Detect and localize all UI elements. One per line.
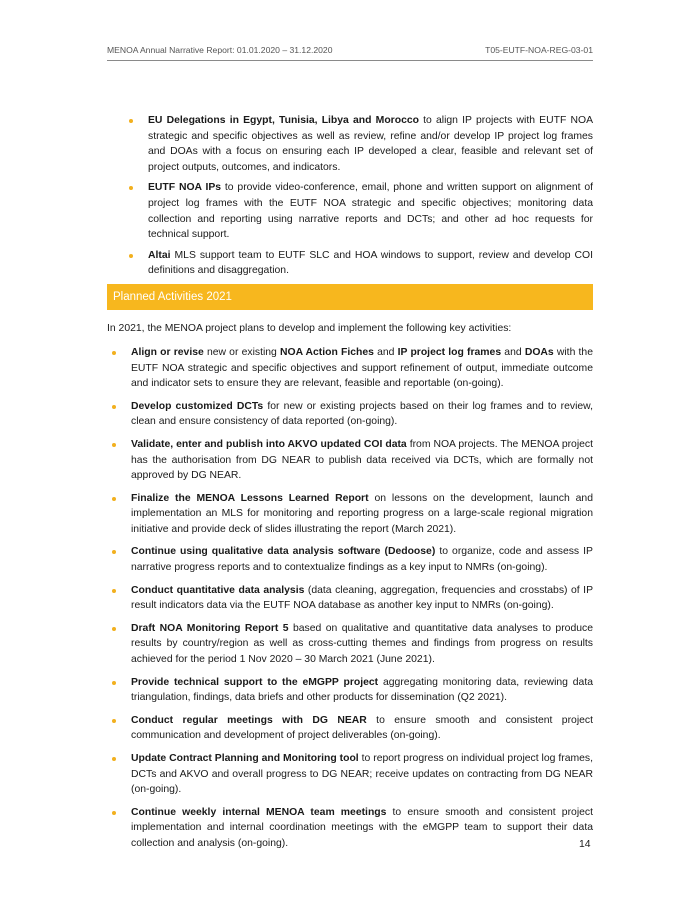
list-item: [107, 399, 593, 430]
item-text: to provide video-conference, email, phone and written support on alignment of project log frames with the EUTF NOA strategic and specific objectives; monitoring data collection and reporting using narrative reports and DCTs; and other ad hoc requests for technical support.: [148, 182, 594, 241]
item-bold: Conduct quantitative data analysis: [131, 584, 305, 596]
item-bold: Conduct regular meetings with DG NEAR: [131, 714, 367, 726]
item-bold: NOA Action Fiches: [280, 346, 374, 358]
item-bold: Altai: [148, 249, 171, 261]
list-item: [107, 248, 593, 279]
list-item: [107, 180, 593, 242]
item-bold: Validate, enter and publish into AKVO updated COI data: [131, 438, 407, 450]
item-text: to ensure smooth and consistent project implementation and internal coordination meetings with the eMGPP team to support their data collection and analysis (on-going).: [131, 806, 593, 849]
list-item: [107, 751, 593, 798]
item-text: and: [373, 346, 398, 358]
item-text: and: [501, 346, 525, 358]
item-text: on lessons on the development, launch and implementation an MLS for monitoring and reporting progress on a large-scale regional migration initiative and provide deck of slides illustrating the report (March 2021).: [131, 492, 593, 535]
section-heading: Planned Activities 2021: [107, 284, 593, 310]
header-reference: T05-EUTF-NOA-REG-03-01: [485, 45, 593, 55]
list-item: [107, 713, 593, 744]
item-text: (data cleaning, aggregation, frequencies and crosstabs) of IP result indicators data via the EUTF NOA database as another key input to NMRs (on-going).: [131, 584, 594, 612]
item-text: to ensure smooth and consistent project communication and development of project deliverables (on-going).: [131, 714, 593, 742]
header-report-title: MENOA Annual Narrative Report: 01.01.2020 – 31.12.2020: [107, 45, 333, 55]
item-bold: EU Delegations in Egypt, Tunisia, Libya and Morocco: [148, 115, 419, 126]
item-text: to align IP projects with EUTF NOA strategic and specific objectives as well as review, refine and/or develop IP project log frames and DOAs with a focus on ensuring each IP developed a clear, feasible and relevant set of project outputs, outcomes, and indicators.: [148, 115, 594, 173]
intro-paragraph: In 2021, the MENOA project plans to develop and implement the following key activities:: [107, 322, 512, 334]
item-text: new or existing: [203, 346, 281, 358]
item-bold: Provide technical support to the eMGPP project: [131, 676, 379, 688]
item-bold: Finalize the MENOA Lessons Learned Report: [131, 492, 369, 504]
list-item: [107, 621, 593, 668]
item-bold: Draft NOA Monitoring Report 5: [131, 622, 289, 634]
item-text: with the EUTF NOA strategic and specific objectives and support refinement of output, immediate outcome and indicator sets to ensure they are relevant, feasible and reportable (on-going).: [131, 346, 593, 390]
item-text: aggregating monitoring data, reviewing data triangulation, findings, data briefs and other products for dissemination (Q2 2021).: [131, 676, 593, 704]
item-bold: Continue weekly internal MENOA team meetings: [131, 806, 387, 818]
item-text: for new or existing projects based on their log frames and to review, clean and ensure consistency of data reported (on-going).: [131, 400, 593, 428]
list-item: [107, 583, 593, 614]
item-bold: EUTF NOA IPs: [148, 182, 222, 194]
item-text: from NOA projects. The MENOA project has the authorisation from DG NEAR to publish data received via DCTs, which are formally not approved by DG NEAR.: [131, 438, 594, 482]
item-bold: Develop customized DCTs: [131, 400, 264, 412]
item-bold: Align or revise: [131, 346, 204, 358]
list-item: [107, 544, 593, 575]
item-bold: Continue using qualitative data analysis software (Dedoose): [131, 546, 436, 558]
item-text: to report progress on individual project log frames, DCTs and AKVO and overall progress to DG NEAR; receive updates on contracting from DG NEAR (on-going).: [131, 753, 593, 796]
item-text: MLS support team to EUTF SLC and HOA windows to support, review and develop COI definitions and disaggregation.: [148, 249, 593, 277]
item-bold: IP project log frames: [397, 346, 502, 358]
list-item: [107, 113, 593, 175]
item-bold: Update Contract Planning and Monitoring tool: [131, 753, 359, 764]
item-text: to organize, code and assess IP narrative progress reports and to contextualize findings as a key input to NMRs (on-going).: [131, 546, 593, 574]
page-header: [107, 45, 593, 61]
list-item: [107, 491, 593, 538]
page-number: 14: [579, 839, 591, 850]
activities-list: [107, 345, 593, 852]
support-list: [107, 113, 593, 279]
list-item: [107, 805, 593, 852]
item-bold: DOAs: [524, 346, 554, 358]
list-item: [107, 437, 593, 484]
page-content: [107, 113, 593, 859]
list-item: [107, 675, 593, 706]
list-item: [107, 345, 593, 392]
item-text: based on qualitative and quantitative data analyses to produce results by country/region as well as cross-cutting themes and findings from progress on results achieved for the period 1 Nov 2020 – 30 March 2021 (June 2021).: [131, 622, 593, 666]
